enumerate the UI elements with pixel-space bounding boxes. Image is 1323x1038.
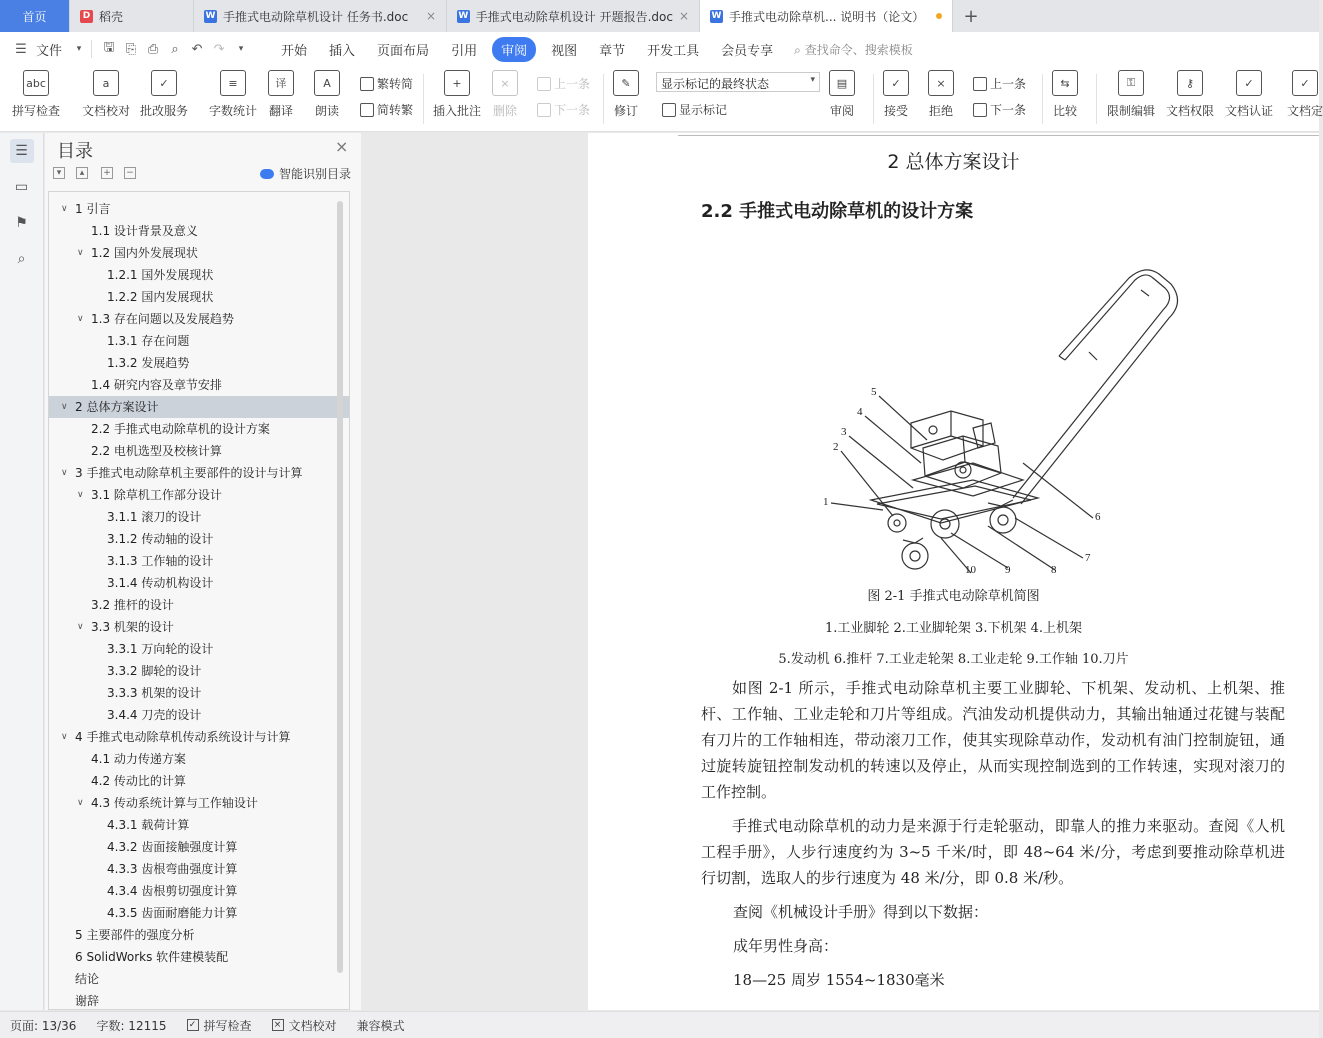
toc-item[interactable] — [49, 770, 349, 792]
toc-item[interactable] — [49, 572, 349, 594]
toc-item[interactable] — [49, 484, 349, 506]
next-comment-icon — [537, 103, 551, 117]
divider — [873, 74, 874, 124]
command-search[interactable] — [794, 41, 913, 58]
toc-item-label: 1.1 设计背景及意义 — [91, 224, 198, 238]
toc-item-label: 3.1.1 滚刀的设计 — [107, 510, 202, 524]
expand-up-icon[interactable]: ▴ — [76, 167, 88, 179]
button-label: 朗读 — [314, 104, 339, 118]
prev-change-button[interactable] — [973, 75, 1026, 92]
button-label: 限制编辑 — [1107, 104, 1156, 118]
toc-item-label: 4.2 传动比的计算 — [91, 774, 186, 788]
toc-item[interactable] — [49, 638, 349, 660]
read-aloud-icon: A — [314, 70, 340, 96]
trad-simp-icon — [360, 77, 374, 91]
save-icon[interactable]: 🖫 — [103, 40, 115, 55]
toc-item[interactable] — [49, 748, 349, 770]
figure-caption: 图 2-1 手推式电动除草机简图 — [867, 589, 1040, 604]
toc-item[interactable] — [49, 286, 349, 308]
divider — [1042, 74, 1043, 124]
body-line: 18—25 周岁 1554~1830毫米 — [733, 971, 945, 989]
toc-item[interactable] — [49, 506, 349, 528]
close-icon[interactable]: × — [335, 137, 349, 156]
toc-item-label: 2.2 手推式电动除草机的设计方案 — [91, 422, 270, 436]
toc-item-label: 3.3.3 机架的设计 — [107, 686, 202, 700]
tab-label: 手推式电动除草机... 说明书（论文） — [729, 9, 925, 24]
figure-label: 5 — [871, 386, 877, 398]
batch-service-button[interactable] — [140, 70, 188, 119]
proofread-button[interactable] — [82, 70, 130, 119]
toc-item[interactable] — [49, 814, 349, 836]
divider — [1096, 74, 1097, 124]
toc-item[interactable] — [49, 836, 349, 858]
toc-panel — [45, 133, 361, 1010]
tab-home[interactable] — [0, 0, 70, 32]
menu-bar — [0, 32, 1319, 66]
spell-check-button[interactable] — [12, 70, 60, 119]
smart-icon — [260, 169, 274, 179]
menu-developer[interactable]: 开发工具 — [647, 43, 700, 59]
button-label: 删除 — [492, 104, 517, 118]
toc-item[interactable] — [49, 660, 349, 682]
plus-icon[interactable]: + — [101, 167, 113, 179]
figure-label: 10 — [965, 564, 976, 576]
toc-item[interactable] — [49, 968, 349, 990]
translate-button[interactable] — [268, 70, 294, 119]
figure-label: 8 — [1051, 564, 1057, 576]
tab-thesis-doc[interactable] — [700, 0, 953, 32]
button-label: 批改服务 — [140, 104, 189, 118]
unsaved-dot-icon — [936, 13, 942, 19]
toc-item[interactable] — [49, 858, 349, 880]
permission-icon: ⚷ — [1177, 70, 1203, 96]
toc-item[interactable] — [49, 924, 349, 946]
button-label: 下一条 — [990, 103, 1027, 117]
next-change-button[interactable] — [973, 101, 1026, 118]
figure-label: 4 — [857, 406, 863, 418]
toc-item-label: 1 引言 — [75, 202, 111, 216]
toc-item[interactable] — [49, 990, 349, 1012]
toc-item[interactable] — [49, 792, 349, 814]
body-line: 成年男性身高： — [733, 937, 839, 955]
toc-item-label: 3.2 推杆的设计 — [91, 598, 174, 612]
accept-icon: ✓ — [883, 70, 909, 96]
tab-docer[interactable] — [70, 0, 194, 32]
scrollbar[interactable] — [337, 201, 343, 973]
menu-references[interactable]: 引用 — [451, 43, 478, 59]
button-label: 上一条 — [554, 77, 591, 91]
check-icon: ✓ — [187, 1019, 199, 1031]
toc-item-label: 4.3.1 载荷计算 — [107, 818, 190, 832]
word-doc-icon: W — [205, 10, 216, 21]
chevron-down-icon[interactable]: ∨ — [61, 402, 68, 412]
chevron-down-icon[interactable]: ∨ — [61, 732, 68, 742]
smart-toc-label: 智能识别目录 — [279, 167, 352, 181]
toc-item[interactable] — [49, 198, 349, 220]
show-markup-button[interactable] — [662, 101, 727, 118]
section-heading: 2.2 手推式电动除草机的设计方案 — [701, 201, 974, 222]
chevron-down-icon[interactable]: ∨ — [77, 314, 84, 324]
print-icon[interactable]: ⎙ — [147, 41, 159, 57]
button-label: 比较 — [1052, 104, 1077, 118]
toc-item[interactable] — [49, 352, 349, 374]
export-icon[interactable]: ⎘ — [125, 41, 137, 57]
button-label: 显示标记 — [679, 103, 728, 117]
toc-item-label: 3.3 机架的设计 — [91, 620, 174, 634]
button-label: 修订 — [613, 104, 638, 118]
new-tab-plus-icon[interactable]: + — [963, 5, 979, 27]
finalize-icon: ✓ — [1292, 70, 1318, 96]
button-label: 上一条 — [990, 77, 1027, 91]
reject-button[interactable] — [928, 70, 954, 119]
button-label: 下一条 — [554, 103, 591, 117]
chevron-down-icon[interactable]: ∨ — [77, 490, 84, 500]
doc-permission-button[interactable] — [1166, 70, 1214, 119]
toc-item-label: 4.3.2 齿面接触强度计算 — [107, 840, 238, 854]
toc-item-label: 4.1 动力传递方案 — [91, 752, 186, 766]
batch-service-icon: ✓ — [151, 70, 177, 96]
word-count[interactable]: 字数: 12115 — [96, 1018, 167, 1033]
toc-item[interactable] — [49, 396, 349, 418]
button-label: 文档认证 — [1225, 104, 1274, 118]
toc-item[interactable] — [49, 880, 349, 902]
toc-item-label: 6 SolidWorks 软件建模装配 — [75, 950, 229, 964]
toc-item-label: 谢辞 — [75, 994, 100, 1008]
toc-item[interactable] — [49, 594, 349, 616]
toc-item[interactable] — [49, 682, 349, 704]
toc-item[interactable] — [49, 726, 349, 748]
doc-finalize-button[interactable] — [1287, 70, 1323, 119]
proofread-icon: × — [272, 1019, 284, 1031]
tab-task-doc[interactable] — [194, 0, 447, 32]
toc-title: 目录 — [57, 141, 93, 162]
close-icon[interactable]: × — [425, 9, 436, 23]
tab-proposal-doc[interactable] — [447, 0, 700, 32]
figure-label: 1 — [823, 496, 829, 508]
weeder-diagram — [823, 248, 1198, 576]
select-value: 显示标记的最终状态 — [661, 77, 770, 91]
close-icon[interactable]: × — [678, 9, 689, 23]
menu-home[interactable]: 开始 — [281, 43, 308, 59]
word-doc-icon: W — [458, 10, 469, 21]
collapse-all-icon[interactable]: ▾ — [53, 167, 65, 179]
divider — [603, 74, 604, 124]
review-ribbon — [0, 66, 1323, 132]
prev-comment-icon — [537, 77, 551, 91]
menu-layout[interactable]: 页面布局 — [377, 43, 430, 59]
file-menu[interactable]: 文件 — [36, 43, 63, 59]
toc-item-label: 4.3.3 齿根弯曲强度计算 — [107, 862, 238, 876]
toc-item-label: 5 主要部件的强度分析 — [75, 928, 195, 942]
button-label: 拒绝 — [928, 104, 953, 118]
status-bar — [0, 1011, 1319, 1038]
spell-check-icon: abc — [23, 70, 49, 96]
simp-trad-icon — [360, 103, 374, 117]
menu-section[interactable]: 章节 — [599, 43, 626, 59]
toc-item-label: 3.3.2 脚轮的设计 — [107, 664, 202, 678]
toc-item[interactable] — [49, 704, 349, 726]
body-paragraph: 手推式电动除草机的动力是来源于行走轮驱动，即靠人的推力来驱动。查阅《人机工程手册》，人步行速度约为 3~5 千米/时，即 48~64 米/分，考虑到要推动除草机进行切割，选取人的步行速度为 48 米/分，即 0.8 米/秒。 — [701, 817, 1285, 887]
toc-item[interactable] — [49, 946, 349, 968]
toc-item-label: 3.3.1 万向轮的设计 — [107, 642, 214, 656]
toc-item[interactable] — [49, 220, 349, 242]
tab-label: 首页 — [22, 9, 47, 24]
chapter-heading: 2 总体方案设计 — [887, 151, 1020, 173]
trad-to-simp-button[interactable] — [360, 75, 413, 92]
read-aloud-button[interactable] — [314, 70, 340, 119]
figure-label: 2 — [833, 441, 839, 453]
body-line: 查阅《机械设计手册》得到以下数据： — [733, 903, 989, 921]
track-changes-icon: ✎ — [613, 70, 639, 96]
toc-item-label: 4.3.4 齿根剪切强度计算 — [107, 884, 238, 898]
button-label: 接受 — [883, 104, 908, 118]
chevron-down-icon[interactable]: ∨ — [61, 468, 68, 478]
tab-label: 稻壳 — [99, 9, 124, 24]
document-area — [362, 133, 1319, 1010]
toc-item-label: 1.2.1 国外发展现状 — [107, 268, 214, 282]
toc-item-label: 4 手推式电动除草机传动系统设计与计算 — [75, 730, 291, 744]
command-search-label: 查找命令、搜索模板 — [804, 42, 913, 57]
button-label: 翻译 — [268, 104, 293, 118]
search-icon: ⌕ — [794, 42, 805, 57]
word-count-button[interactable] — [209, 70, 257, 119]
button-label: 字数统计 — [209, 104, 258, 118]
lock-icon: ⚿ — [1118, 70, 1144, 96]
bookmark-icon[interactable]: ⚑ — [15, 215, 28, 231]
toc-item[interactable] — [49, 462, 349, 484]
search-icon[interactable]: ⌕ — [17, 251, 26, 267]
toc-item-label: 1.3.2 发展趋势 — [107, 356, 190, 370]
tab-label: 手推式电动除草机设计 开题报告.doc — [475, 9, 673, 24]
toc-item-label: 结论 — [75, 972, 100, 986]
docer-icon: D — [80, 10, 93, 23]
compare-button[interactable] — [1052, 70, 1078, 119]
status-label: 文档校对 — [288, 1018, 337, 1033]
chevron-down-icon[interactable]: ∨ — [77, 798, 84, 808]
prev-comment-button[interactable] — [537, 75, 590, 92]
navigation-icon[interactable]: ▭ — [14, 179, 29, 195]
toc-item-label: 3.1.3 工作轴的设计 — [107, 554, 214, 568]
page-indicator[interactable]: 页面: 13/36 — [10, 1018, 77, 1033]
toc-item-label: 1.3.1 存在问题 — [107, 334, 190, 348]
divider — [423, 74, 424, 124]
chevron-down-icon: ▾ — [810, 75, 815, 85]
menu-view[interactable]: 视图 — [551, 43, 578, 59]
hamburger-menu-icon[interactable]: ☰ — [15, 41, 27, 57]
toc-panel-icon[interactable]: ☰ — [10, 139, 34, 163]
spell-check-status[interactable] — [187, 1017, 252, 1034]
button-label: 繁转简 — [377, 77, 414, 91]
toc-item-label: 1.2 国内外发展现状 — [91, 246, 198, 260]
compare-icon: ⇆ — [1052, 70, 1078, 96]
toc-item-label: 1.3 存在问题以及发展趋势 — [91, 312, 234, 326]
divider — [91, 40, 92, 58]
toc-item[interactable] — [49, 242, 349, 264]
track-changes-button[interactable] — [613, 70, 639, 119]
toc-item[interactable] — [49, 308, 349, 330]
body-paragraph: 如图 2-1 所示，手推式电动除草机主要工业脚轮、下机架、发动机、上机架、推杆、工作轴、工业走轮和刀片等组成。汽油发动机提供动力，其输出轴通过花键与装配有刀片的工作轴相连，带动滚刀工作，使其实现除草动作，发动机有油门控制旋钮，通过旋转旋钮控制发动机的转速以及停止，从而实现控制选到的工作转速，实现对滚刀的工作控制。 — [701, 679, 1285, 801]
figure-legend: 5.发动机 6.推杆 7.工业走轮架 8.工业走轮 9.工作轴 10.刀片 — [778, 652, 1129, 667]
translate-icon: 译 — [268, 70, 294, 96]
tab-label: 手推式电动除草机设计 任务书.doc — [223, 9, 409, 24]
comment-delete-icon: × — [492, 70, 518, 96]
menu-review[interactable]: 审阅 — [492, 37, 536, 62]
markup-state-select[interactable] — [656, 72, 820, 92]
word-doc-icon: W — [711, 10, 722, 21]
toc-list — [48, 191, 350, 1010]
next-change-icon — [973, 103, 987, 117]
button-label: 拼写检查 — [12, 104, 61, 118]
toc-item[interactable] — [49, 330, 349, 352]
review-pane-icon: ▤ — [829, 70, 855, 96]
button-label: 文档权限 — [1166, 104, 1215, 118]
menu-member[interactable]: 会员专享 — [721, 43, 774, 59]
next-comment-button[interactable] — [537, 101, 590, 118]
toc-item-label: 2 总体方案设计 — [75, 400, 159, 414]
insert-comment-button[interactable] — [433, 70, 481, 119]
toc-item[interactable] — [49, 616, 349, 638]
toc-item-label: 1.2.2 国内发展现状 — [107, 290, 214, 304]
figure-label: 7 — [1085, 552, 1091, 564]
doc-cert-button[interactable] — [1225, 70, 1273, 119]
figure-label: 9 — [1005, 564, 1011, 576]
toc-item-label: 4.3 传动系统计算与工作轴设计 — [91, 796, 258, 810]
shield-icon: ✓ — [1236, 70, 1262, 96]
left-rail — [0, 133, 44, 1010]
chevron-down-icon[interactable]: ▾ — [76, 44, 82, 54]
comment-plus-icon: + — [444, 70, 470, 96]
toc-item-label: 4.3.5 齿面耐磨能力计算 — [107, 906, 238, 920]
chevron-down-icon[interactable]: ∨ — [77, 622, 84, 632]
tab-bar — [0, 0, 1319, 32]
figure-label: 6 — [1095, 511, 1101, 523]
prev-change-icon — [973, 77, 987, 91]
status-label: 拼写检查 — [203, 1018, 252, 1033]
restrict-edit-button[interactable] — [1107, 70, 1155, 119]
header-rule — [678, 135, 1319, 136]
toc-item[interactable] — [49, 440, 349, 462]
button-label: 简转繁 — [377, 103, 414, 117]
menu-insert[interactable]: 插入 — [329, 43, 356, 59]
figure-label: 3 — [841, 426, 847, 438]
simp-to-trad-button[interactable] — [360, 101, 413, 118]
toc-item[interactable] — [49, 550, 349, 572]
review-pane-button[interactable] — [829, 70, 855, 119]
print-preview-icon[interactable]: ⌕ — [171, 41, 179, 57]
toc-item-label: 3.1.2 传动轴的设计 — [107, 532, 214, 546]
toc-item[interactable] — [49, 374, 349, 396]
document-page[interactable] — [588, 133, 1319, 1010]
toc-item[interactable] — [49, 264, 349, 286]
undo-icon[interactable]: ↶ — [191, 41, 203, 57]
toc-item-label: 3.1.4 传动机构设计 — [107, 576, 214, 590]
compat-mode: 兼容模式 — [356, 1018, 405, 1033]
proofread-status[interactable] — [272, 1017, 337, 1034]
toc-item-label: 3 手推式电动除草机主要部件的设计与计算 — [75, 466, 303, 480]
word-count-icon: ≡ — [220, 70, 246, 96]
delete-comment-button[interactable] — [492, 70, 518, 119]
show-markup-icon — [662, 103, 676, 117]
button-label: 文档校对 — [82, 104, 131, 118]
reject-icon: × — [928, 70, 954, 96]
toc-item-label: 2.2 电机选型及校核计算 — [91, 444, 222, 458]
toc-item-label: 1.4 研究内容及章节安排 — [91, 378, 222, 392]
accept-button[interactable] — [883, 70, 909, 119]
smart-toc-button[interactable] — [260, 165, 351, 182]
chevron-down-icon[interactable]: ∨ — [61, 204, 68, 214]
chevron-down-icon[interactable]: ∨ — [77, 248, 84, 258]
toc-item-label: 3.4.4 刀壳的设计 — [107, 708, 202, 722]
toc-item[interactable] — [49, 528, 349, 550]
toc-item-label: 3.1 除草机工作部分设计 — [91, 488, 222, 502]
button-label: 文档定 — [1287, 104, 1323, 118]
redo-icon[interactable]: ↷ — [213, 41, 225, 57]
button-label: 插入批注 — [433, 104, 482, 118]
button-label: 审阅 — [829, 104, 854, 118]
proofread-icon: a — [93, 70, 119, 96]
minus-icon[interactable]: − — [124, 167, 136, 179]
customize-icon[interactable]: ▾ — [238, 44, 244, 54]
figure-legend: 1.工业脚轮 2.工业脚轮架 3.下机架 4.上机架 — [824, 621, 1082, 636]
toc-item[interactable] — [49, 902, 349, 924]
toc-item[interactable] — [49, 418, 349, 440]
